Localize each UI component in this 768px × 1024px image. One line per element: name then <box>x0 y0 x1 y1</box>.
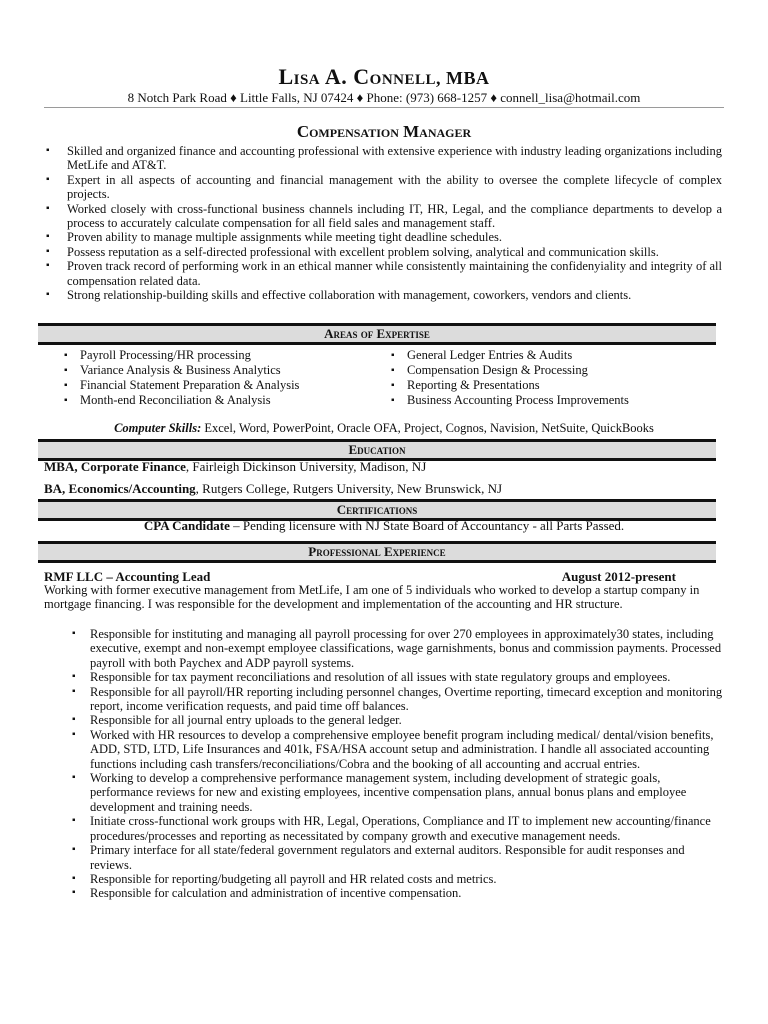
job-duties-list <box>72 627 724 901</box>
job-title: RMF LLC – Accounting Lead <box>44 569 211 584</box>
job-description: Working with former executive management from MetLife, I am one of 5 individuals who worked to develop a startup company in mortgage financing. I was responsible for the development and implementation of the accounting and HR structure. <box>44 583 700 612</box>
name-text: Lisa A. Connell <box>278 64 437 89</box>
experience-heading: Professional Experience <box>38 541 716 563</box>
school: , Rutgers College, Rutgers University, New Brunswick, NJ <box>195 481 503 496</box>
expertise-item: ▪ Variance Analysis & Business Analytics <box>62 363 372 378</box>
computer-skills-label: Computer Skills: <box>114 421 202 435</box>
job-dates: August 2012-present <box>561 569 676 584</box>
summary-item: ▪ Proven track record of performing work in an ethical manner while consistently maintaining the confidenyiality and integrity of all compensation related data. <box>44 259 722 288</box>
contact-line: 8 Notch Park Road ♦ Little Falls, NJ 07424 ♦ Phone: (973) 668-1257 ♦ connell_lisa@hotmail.com <box>127 90 641 105</box>
summary-item: ▪ Strong relationship-building skills and effective collaboration with management, coworkers, vendors and clients. <box>44 288 722 302</box>
duty-item: ▪ Responsible for tax payment reconciliations and resolution of all issues with state regulatory groups and employees. <box>72 670 724 684</box>
computer-skills <box>0 421 768 436</box>
certification-text: – Pending licensure with NJ State Board of Accountancy - all Parts Passed. <box>229 518 625 533</box>
target-role-title: Compensation Manager <box>296 122 472 141</box>
summary-item: ▪ Possess reputation as a self-directed professional with excellent problem solving, analytical and communication skills. <box>44 245 722 259</box>
degree: BA, Economics/Accounting <box>44 481 196 496</box>
duty-item: ▪ Initiate cross-functional work groups with HR, Legal, Operations, Compliance and IT to implement new accounting/finance procedures/processes and reporting as necessitated by company growth and executive management needs. <box>72 814 724 843</box>
duty-item: ▪ Primary interface for all state/federal government regulators and external auditors. Responsible for audit responses and reviews. <box>72 843 724 872</box>
expertise-list-right <box>389 348 709 408</box>
computer-skills-text: Excel, Word, PowerPoint, Oracle OFA, Project, Cognos, Navision, NetSuite, QuickBooks <box>201 421 654 435</box>
header-divider <box>44 107 724 108</box>
education-entry <box>44 459 724 474</box>
duty-item: ▪ Responsible for all payroll/HR reporting including personnel changes, Overtime reporting, timecard exception and monitoring report, income verification requests, and paid time off balances. <box>72 685 724 714</box>
school: , Fairleigh Dickinson University, Madison, NJ <box>185 459 427 474</box>
education-heading: Education <box>38 439 716 461</box>
summary-item: ▪ Expert in all aspects of accounting and financial management with the ability to oversee the complete lifecycle of complex projects. <box>44 173 722 202</box>
education-entry <box>44 481 724 496</box>
expertise-item: ▪ Payroll Processing/HR processing <box>62 348 372 363</box>
duty-item: ▪ Responsible for instituting and managing all payroll processing for over 270 employees in approximately30 states, including executive, exempt and non-exempt employee classifications, wage garnishments, bonus and commission payments. Processed payroll with both Paychex and ADP payroll systems. <box>72 627 724 670</box>
summary-list <box>44 144 722 302</box>
expertise-item: ▪ Compensation Design & Processing <box>389 363 709 378</box>
expertise-item: ▪ Month-end Reconciliation & Analysis <box>62 393 372 408</box>
duty-item: ▪ Worked with HR resources to develop a comprehensive employee benefit program including medical/ dental/vision benefits, ADD, STD, LTD, Life Insurances and 401k, FSA/HSA account setup and administration. I handle all associated accounting functions including cash transfers/reconciliations/Cobra and the booking of all accounting and accrual entries. <box>72 728 724 771</box>
expertise-heading: Areas of Expertise <box>38 323 716 345</box>
expertise-item: ▪ Business Accounting Process Improvements <box>389 393 709 408</box>
duty-item: ▪ Working to develop a comprehensive performance management system, including development of strategic goals, performance reviews for new and existing employees, incentive compensation plans, annual bonus plans and employee development and training needs. <box>72 771 724 814</box>
summary-item: ▪ Worked closely with cross-functional business channels including IT, HR, Legal, and the compliance departments to develop a process to accurately calculate compensation for all field sales and management staff. <box>44 202 722 231</box>
summary-item: ▪ Proven ability to manage multiple assignments while meeting tight deadline schedules. <box>44 230 722 244</box>
duty-item: ▪ Responsible for all journal entry uploads to the general ledger. <box>72 713 724 727</box>
summary-item: ▪ Skilled and organized finance and accounting professional with extensive experience with industry leading organizations including MetLife and AT&T. <box>44 144 722 173</box>
certification-entry <box>0 518 768 534</box>
expertise-item: ▪ Reporting & Presentations <box>389 378 709 393</box>
degree: MBA, Corporate Finance <box>44 459 186 474</box>
certifications-heading: Certifications <box>38 499 716 521</box>
duty-item: ▪ Responsible for calculation and administration of incentive compensation. <box>72 886 724 900</box>
duty-item: ▪ Responsible for reporting/budgeting all payroll and HR related costs and metrics. <box>72 872 724 886</box>
candidate-name <box>0 64 768 90</box>
expertise-item: ▪ Financial Statement Preparation & Analysis <box>62 378 372 393</box>
expertise-item: ▪ General Ledger Entries & Audits <box>389 348 709 363</box>
certification-label: CPA Candidate <box>143 518 230 533</box>
expertise-list-left <box>62 348 372 408</box>
name-credential: , MBA <box>436 68 490 88</box>
